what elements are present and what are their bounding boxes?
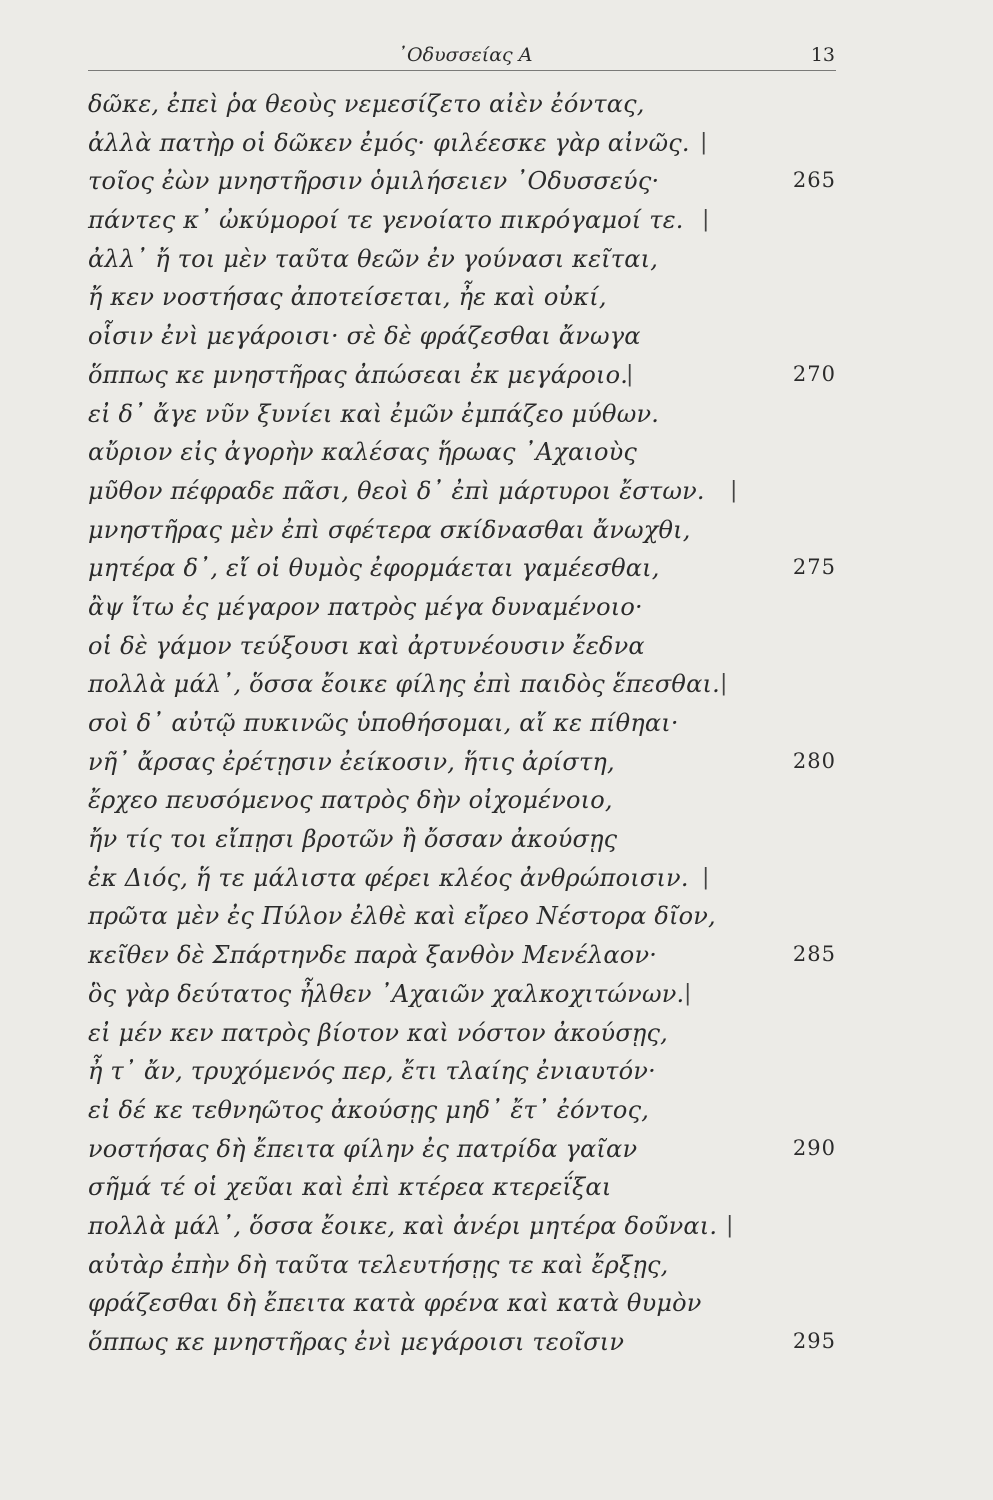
verse-line	[88, 355, 848, 394]
verse-text: νοστήσας δὴ ἔπειτα φίλην ἐς πατρίδα γαῖαν	[88, 1134, 638, 1163]
verse-text: πολλὰ μάλ᾿, ὅσσα ἔοικε, καὶ ἀνέρι μητέρα δοῦναι.	[88, 1211, 718, 1240]
verse-text: ὃς γὰρ δεύτατος ἦλθεν ᾿Αχαιῶν χαλκοχιτώνων.	[88, 979, 685, 1008]
caesura-mark: |	[726, 1212, 734, 1238]
verse-text: νῆ᾿ ἄρσας ἐρέτῃσιν ἐείκοσιν, ἥτις ἀρίστη,	[88, 747, 615, 776]
caesura-mark: |	[720, 671, 728, 697]
verse-text: μῦθον πέφραδε πᾶσι, θεοὶ δ᾿ ἐπὶ μάρτυροι ἔστων.	[88, 476, 705, 505]
verse-text: ἔρχεο πευσόμενος πατρὸς δὴν οἰχομένοιο,	[88, 786, 613, 815]
verse-text: φράζεσθαι δὴ ἔπειτα κατὰ φρένα καὶ κατὰ θυμὸν	[88, 1289, 702, 1318]
verse-line	[88, 277, 848, 316]
verse-line-number: 285	[792, 942, 836, 967]
verse-line	[88, 1090, 848, 1129]
verse-line	[88, 819, 848, 858]
verse-text: ἐκ Διός, ἥ τε μάλιστα φέρει κλέος ἀνθρώποισιν.	[88, 863, 689, 892]
verse-line	[88, 1283, 848, 1322]
verse-line	[88, 935, 848, 974]
verse-line	[88, 84, 848, 123]
verse-text: αὐτὰρ ἐπὴν δὴ ταῦτα τελευτήσῃς τε καὶ ἔρξῃς,	[88, 1250, 669, 1279]
verse-line	[88, 239, 848, 278]
verse-text: μητέρα δ᾿, εἴ οἱ θυμὸς ἐφορμάεται γαμέεσθαι,	[88, 554, 660, 583]
verse-line-number: 275	[792, 555, 836, 580]
caesura-mark: |	[702, 207, 710, 233]
verse-text: οἱ δὲ γάμον τεύξουσι καὶ ἀρτυνέουσιν ἔεδνα	[88, 631, 645, 660]
page-number: 13	[810, 44, 835, 66]
verse-text: οἷσιν ἐνὶ μεγάροισι· σὲ δὲ φράζεσθαι ἄνωγα	[88, 322, 641, 351]
verse-line	[88, 394, 848, 433]
verse-text: εἰ μέν κεν πατρὸς βίοτον καὶ νόστον ἀκούσῃς,	[88, 1018, 668, 1047]
verse-list	[88, 84, 848, 1361]
verse-text: ἦ τ᾿ ἄν, τρυχόμενός περ, ἔτι τλαίης ἐνιαυτόν·	[88, 1057, 656, 1086]
verse-line-number: 270	[792, 361, 836, 386]
verse-line	[88, 1129, 848, 1168]
verse-line-number: 265	[792, 168, 836, 193]
verse-text: ἤν τίς τοι εἴπῃσι βροτῶν ἢ ὄσσαν ἀκούσῃς	[88, 825, 618, 854]
verse-line-number: 295	[792, 1329, 836, 1353]
verse-line	[88, 858, 848, 897]
verse-text: αὔριον εἰς ἀγορὴν καλέσας ἥρωας ᾿Αχαιοὺς	[88, 438, 638, 467]
verse-line	[88, 1167, 848, 1206]
running-header-title: ᾿Οδυσσείας Α	[397, 44, 533, 66]
verse-text: δῶκε, ἐπεὶ ῥα θεοὺς νεμεσίζετο αἰὲν ἐόντας,	[88, 90, 645, 118]
verse-line	[88, 780, 848, 819]
verse-text: κεῖθεν δὲ Σπάρτηνδε παρὰ ξανθὸν Μενέλαον·	[88, 941, 658, 970]
verse-text: τοῖος ἐὼν μνηστῆρσιν ὁμιλήσειεν ᾿Οδυσσεύς·	[88, 167, 660, 196]
verse-line	[88, 1206, 848, 1245]
verse-line	[88, 316, 848, 355]
verse-text: ὅππως κε μνηστῆρας ἀπώσεαι ἐκ μεγάροιο.	[88, 360, 629, 389]
verse-line-number: 290	[792, 1135, 836, 1160]
caesura-mark: |	[626, 361, 634, 387]
verse-line	[88, 1245, 848, 1284]
verse-text: ἀλλὰ πατὴρ οἱ δῶκεν ἐμός· φιλέεσκε γὰρ αἰνῶς.	[88, 128, 690, 157]
verse-text: πρῶτα μὲν ἐς Πύλον ἐλθὲ καὶ εἴρεο Νέστορα δῖον,	[88, 902, 716, 931]
verse-line-number: 280	[792, 748, 836, 773]
verse-line	[88, 703, 848, 742]
verse-line	[88, 1322, 848, 1361]
verse-line	[88, 510, 848, 549]
caesura-mark: |	[700, 129, 708, 155]
verse-text: ἀλλ᾿ ἤ τοι μὲν ταῦτα θεῶν ἐν γούνασι κεῖται,	[88, 244, 659, 273]
verse-line	[88, 471, 848, 510]
caesura-mark: |	[684, 980, 692, 1006]
verse-line	[88, 200, 848, 239]
verse-line	[88, 161, 848, 200]
header-rule	[88, 70, 836, 71]
verse-line	[88, 626, 848, 665]
verse-line	[88, 1051, 848, 1090]
verse-line	[88, 123, 848, 162]
verse-line	[88, 742, 848, 781]
verse-text: εἰ δ᾿ ἄγε νῦν ξυνίει καὶ ἐμῶν ἐμπάζεο μύθων.	[88, 399, 660, 428]
verse-text: πάντες κ᾿ ὠκύμοροί τε γενοίατο πικρόγαμοί τε.	[88, 206, 684, 235]
caesura-mark: |	[730, 477, 738, 503]
verse-line	[88, 974, 848, 1013]
verse-line	[88, 664, 848, 703]
verse-text: μνηστῆρας μὲν ἐπὶ σφέτερα σκίδνασθαι ἄνωχθι,	[88, 515, 691, 544]
verse-text: ἤ κεν νοστήσας ἀποτείσεται, ἦε καὶ οὐκί,	[88, 283, 607, 312]
verse-text: πολλὰ μάλ᾿, ὅσσα ἔοικε φίλης ἐπὶ παιδὸς ἕπεσθαι.	[88, 670, 720, 699]
verse-text: εἰ δέ κε τεθνηῶτος ἀκούσῃς μηδ᾿ ἔτ᾿ ἐόντος,	[88, 1095, 650, 1124]
verse-line	[88, 896, 848, 935]
verse-line	[88, 1013, 848, 1052]
verse-line	[88, 432, 848, 471]
verse-text: σῆμά τέ οἱ χεῦαι καὶ ἐπὶ κτέρεα κτερεΐξαι	[88, 1173, 612, 1202]
verse-text: ὅππως κε μνηστῆρας ἐνὶ μεγάροισι τεοῖσιν	[88, 1328, 625, 1356]
caesura-mark: |	[702, 864, 710, 890]
verse-text: ἂψ ἴτω ἐς μέγαρον πατρὸς μέγα δυναμένοιο·	[88, 592, 643, 621]
verse-text: σοὶ δ᾿ αὐτῷ πυκινῶς ὑποθήσομαι, αἴ κε πίθηαι·	[88, 709, 679, 737]
verse-line	[88, 548, 848, 587]
verse-line	[88, 587, 848, 626]
